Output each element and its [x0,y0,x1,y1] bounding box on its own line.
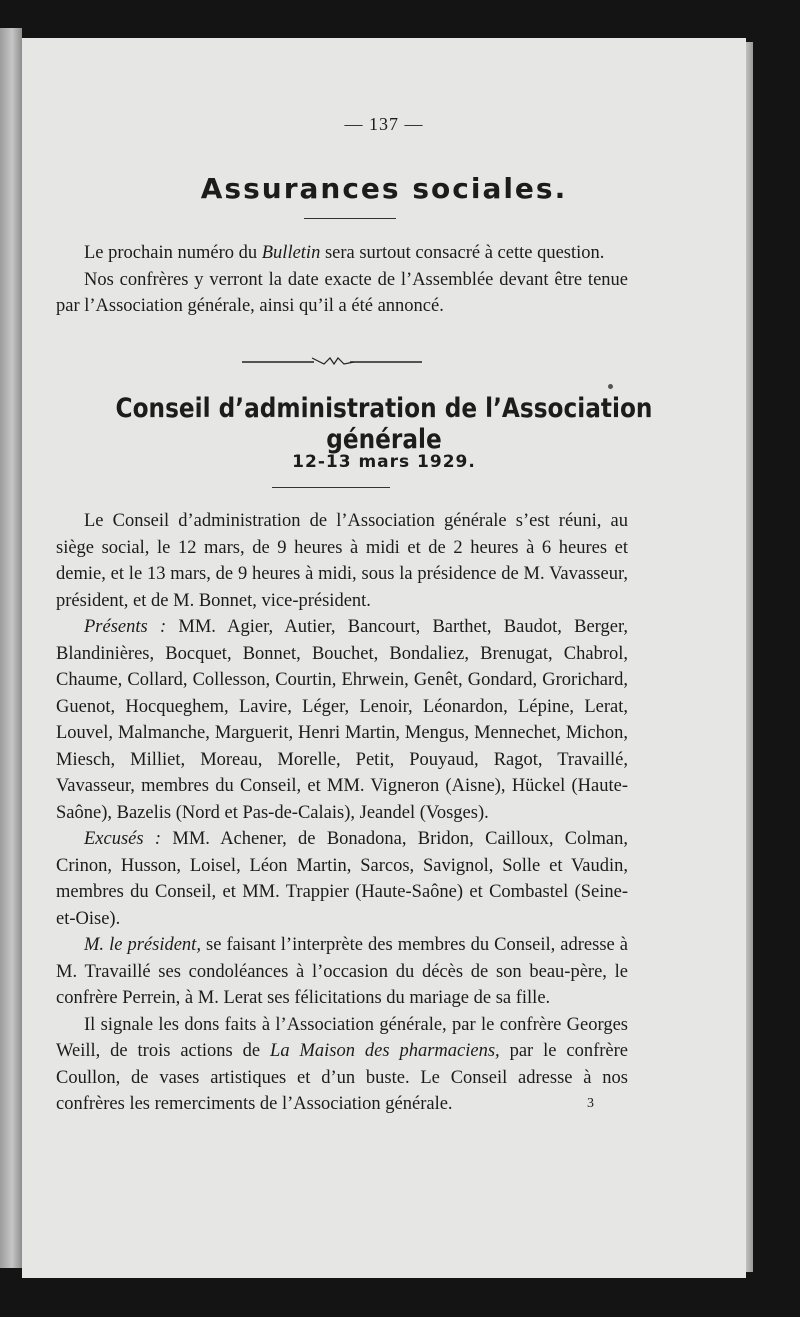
section1-text [56,240,628,320]
title-underline [304,218,396,219]
meeting-date: 12-13 mars 1929. [292,452,476,472]
ink-speck [608,384,613,389]
paragraph-excuses: Excusés : MM. Achener, de Bonadona, Bridon, Cailloux, Colman, Crinon, Husson, Loisel, Léon Martin, Sarcos, Savignol, Solle et Vaudin, membres du Conseil, et MM. Trappier (Haute-Saône) et Combastel (Seine-et-Oise). [56,829,628,929]
signature-mark: 3 [587,1096,594,1111]
paragraph-presents: Présents : MM. Agier, Autier, Bancourt, Barthet, Baudot, Berger, Blandinières, Bocquet, Bonnet, Bouchet, Bondaliez, Brenugat, Chabrol, Chaume, Collard, Collesson, Courtin, Ehrwein, Genêt, Gondard, Grorichard, Guenot, Hocqueghem, Lavire, Léger, Lenoir, Léonardon, Lépine, Lerat, Louvel, Malmanche, Marguerit, Henri Martin, Mengus, Mennechet, Michon, Miesch, Milliet, Moreau, Morelle, Petit, Pouyaud, Ragot, Travaillé, Vavasseur, membres du Conseil, et MM. Vigneron (Aisne), Hückel (Haute-Saône), Bazelis (Nord et Pas-de-Calais), Jeandel (Vosges). [56,617,628,823]
book-title: La Maison des pharmaciens, [270,1041,500,1061]
paragraph-intro: Le Conseil d’administration de l’Association générale s’est réuni, au siège social, le 12 mars, de 9 heures à midi et de 2 heures à 6 heures et demie, et le 13 mars, de 9 heures à midi, sous la présidence de M. Vavasseur, président, et de M. Bonnet, vice-président. [56,511,628,611]
page [22,38,746,1278]
paragraph-president: M. le président, se faisant l’interprète des membres du Conseil, adresse à M. Travaillé ses condoléances à l’occasion du décès de son beau-père, le confrère Perrein, à M. Lerat ses félicitations du mariage de sa fille. [56,935,628,1008]
section-title-conseil: Conseil d’administration de l’Association générale [115,393,653,455]
excuses-label: Excusés : [84,829,162,849]
previous-page-edge [0,28,22,1268]
paragraph: Le prochain numéro du Bulletin sera surtout consacré à cette question. [84,243,605,263]
presents-label: Présents : [84,617,167,637]
journal-title: Bulletin [261,243,321,263]
paragraph-gifts: Il signale les dons faits à l’Association générale, par le confrère Georges Weill, de trois actions de La Maison des pharmaciens, par le confrère Coullon, de vases artistiques et d’un buste. Le Conseil adresse à nos confrères les remerciments de l’Association générale. [56,1014,629,1114]
section-divider-ornament [242,352,422,370]
date-underline [272,487,390,488]
section2-text [56,508,628,1118]
president-label: M. le président, [84,935,201,955]
page-number: — 137 — [344,114,424,134]
section-title-assurances: Assurances sociales. [200,172,568,205]
paragraph: Nos confrères y verront la date exacte de l’Assemblée devant être tenue par l’Association générale, ainsi qu’il a été annoncé. [56,269,628,316]
